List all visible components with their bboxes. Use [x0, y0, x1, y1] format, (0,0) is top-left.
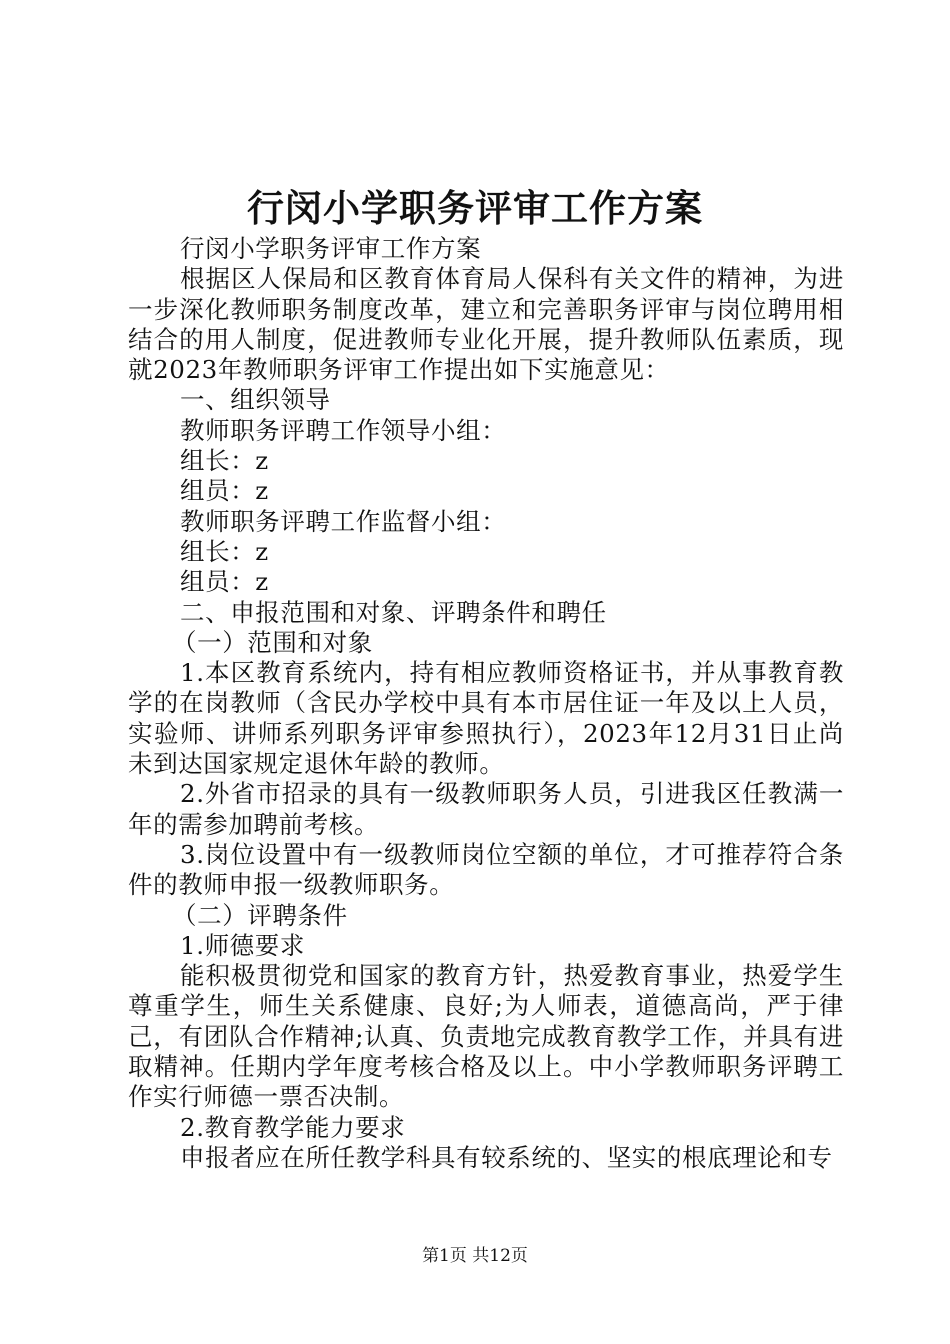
heading-organization: 一、组织领导 [180, 385, 331, 415]
paragraph-scope-1: 1.本区教育系统内，持有相应教师资格证书，并从事教育教学的在岗教师（含民办学校中具有本市居住证一年及以上人员，实验师、讲师系列职务评审参照执行），2023年12月31日止尚未到达国家规定退休年龄的教师。 [128, 658, 844, 779]
paragraph-member-1: 组员：z [180, 476, 269, 506]
paragraph-member-2: 组员：z [180, 567, 269, 597]
document-title: 行闵小学职务评审工作方案 [247, 186, 703, 230]
paragraph-scope-2: 2.外省市招录的具有一级教师职务人员，引进我区任教满一年的需参加聘前考核。 [128, 779, 844, 839]
heading-scope-conditions: 二、申报范围和对象、评聘条件和聘任 [180, 597, 607, 627]
subheading-scope: （一）范围和对象 [172, 627, 373, 657]
paragraph-teaching-ability: 申报者应在所任教学科具有较系统的、坚实的根底理论和专 [180, 1142, 833, 1172]
paragraph-ethics: 能积极贯彻党和国家的教育方针，热爱教育事业，热爱学生尊重学生，师生关系健康、良好;为人师表，道德高尚，严于律己，有团队合作精神;认真、负责地完成教育教学工作，并具有进取精神。任期内学年度考核合格及以上。中小学教师职务评聘工作实行师德一票否决制。 [128, 961, 844, 1112]
subheading-conditions: （二）评聘条件 [172, 900, 348, 930]
paragraph-leader-1: 组长：z [180, 446, 269, 476]
page-number: 第1页 共12页 [422, 1246, 528, 1266]
document-body [128, 234, 844, 1173]
paragraph-leading-group: 教师职务评聘工作领导小组： [180, 415, 507, 445]
paragraph-scope-3: 3.岗位设置中有一级教师岗位空额的单位，才可推荐符合条件的教师申报一级教师职务。 [128, 839, 844, 900]
heading-teaching-ability: 2.教育教学能力要求 [180, 1112, 406, 1142]
paragraph-leader-2: 组长：z [180, 536, 269, 566]
paragraph-intro: 根据区人保局和区教育体育局人保科有关文件的精神，为进一步深化教师职务制度改革，建立和完善职务评审与岗位聘用相结合的用人制度，促进教师专业化开展，提升教师队伍素质，现就2023年教师职务评审工作提出如下实施意见： [128, 264, 844, 385]
heading-ethics: 1.师德要求 [180, 930, 305, 960]
paragraph-supervision-group: 教师职务评聘工作监督小组： [180, 506, 507, 536]
paragraph-subtitle: 行闵小学职务评审工作方案 [180, 234, 482, 263]
